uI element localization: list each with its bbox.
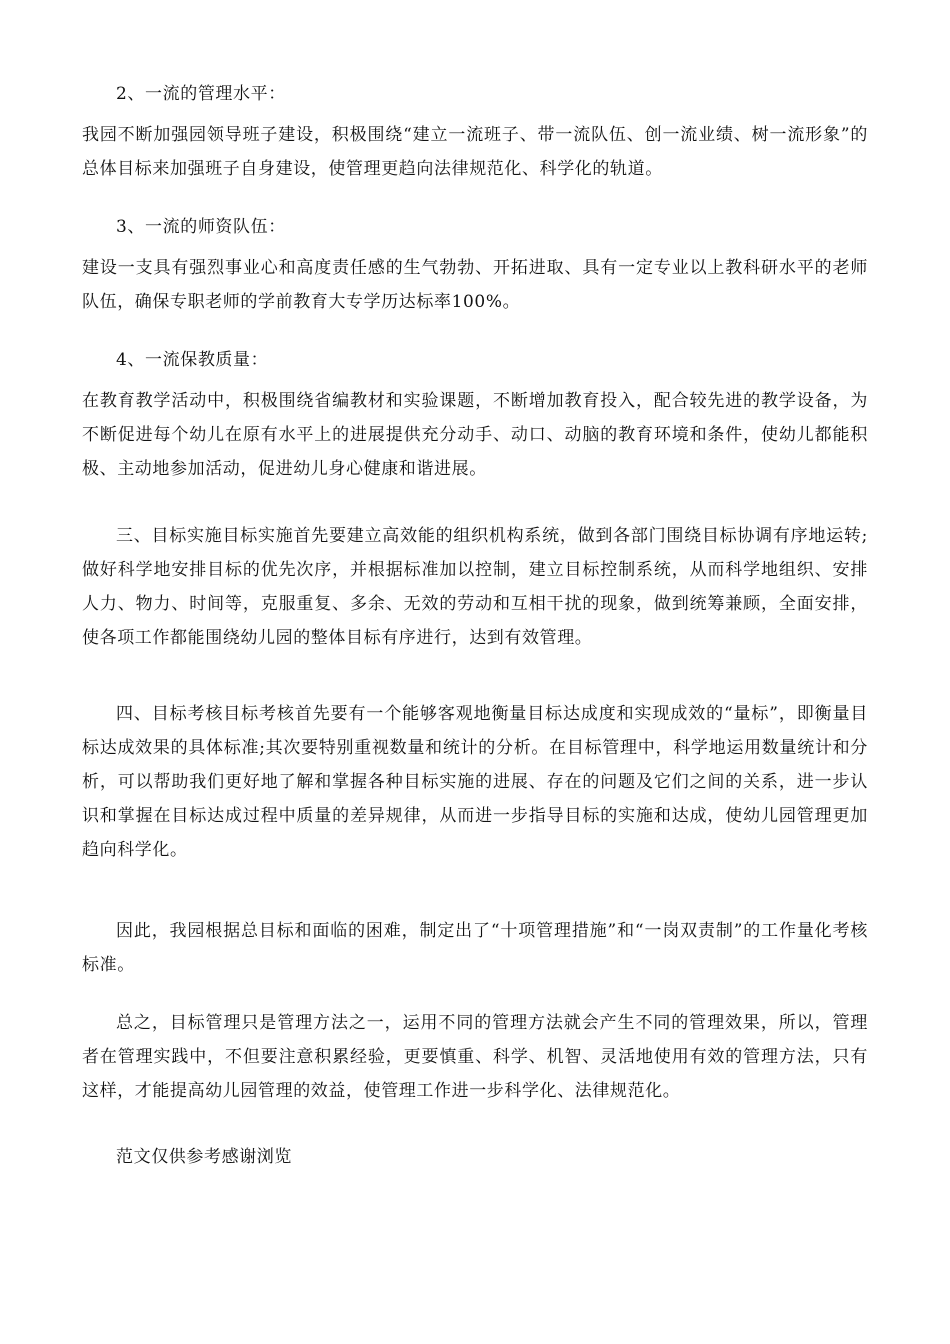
footer-note: 范文仅供参考感谢浏览 xyxy=(116,1147,292,1167)
paragraph-goal-implementation: 三、目标实施目标实施首先要建立高效能的组织机构系统，做到各部门围绕目标协调有序地运转;做好科学地安排目标的优先次序，并根据标准加以控制，建立目标控制系统，从而科学地组织、安排人力、物力、时间等，克服重复、多余、无效的劳动和互相干扰的现象，做到统筹兼顾，全面安排，使各项工作都能围绕幼儿园的整体目标有序进行，达到有效管理。 xyxy=(82,526,868,648)
paragraph-teaching-staff: 建设一支具有强烈事业心和高度责任感的生气勃勃、开拓进取、具有一定专业以上教科研水平的老师队伍，确保专职老师的学前教育大专学历达标率100%。 xyxy=(82,258,868,312)
paragraph-education-quality: 在教育教学活动中，积极围绕省编教材和实验课题，不断增加教育投入，配合较先进的教学设备，为不断促进每个幼儿在原有水平上的进展提供充分动手、动口、动脑的教育环境和条件，使幼儿都能积极、主动地参加活动，促进幼儿身心健康和谐进展。 xyxy=(82,391,868,479)
section-heading-education-quality: 4、一流保教质量： xyxy=(116,350,269,370)
paragraph-management-level: 我园不断加强园领导班子建设，积极围绕“建立一流班子、带一流队伍、创一流业绩、树一流形象”的总体目标来加强班子自身建设，使管理更趋向法律规范化、科学化的轨道。 xyxy=(82,125,868,179)
paragraph-goal-assessment: 四、目标考核目标考核首先要有一个能够客观地衡量目标达成度和实现成效的“量标”，即衡量目标达成效果的具体标准;其次要特别重视数量和统计的分析。在目标管理中，科学地运用数量统计和分析，可以帮助我们更好地了解和掌握各种目标实施的进展、存在的问题及它们之间的关系，进一步认识和掌握在目标达成过程中质量的差异规律，从而进一步指导目标的实施和达成，使幼儿园管理更加趋向科学化。 xyxy=(82,704,868,860)
paragraph-conclusion: 总之，目标管理只是管理方法之一，运用不同的管理方法就会产生不同的管理效果，所以，管理者在管理实践中，不但要注意积累经验，更要慎重、科学、机智、灵活地使用有效的管理方法，只有这样，才能提高幼儿园管理的效益，使管理工作进一步科学化、法律规范化。 xyxy=(82,1013,868,1101)
section-heading-teaching-staff: 3、一流的师资队伍： xyxy=(116,217,286,237)
section-heading-management-level: 2、一流的管理水平： xyxy=(116,84,286,104)
paragraph-assessment-standards: 因此，我园根据总目标和面临的困难，制定出了“十项管理措施”和“一岗双责制”的工作量化考核标准。 xyxy=(82,921,868,975)
